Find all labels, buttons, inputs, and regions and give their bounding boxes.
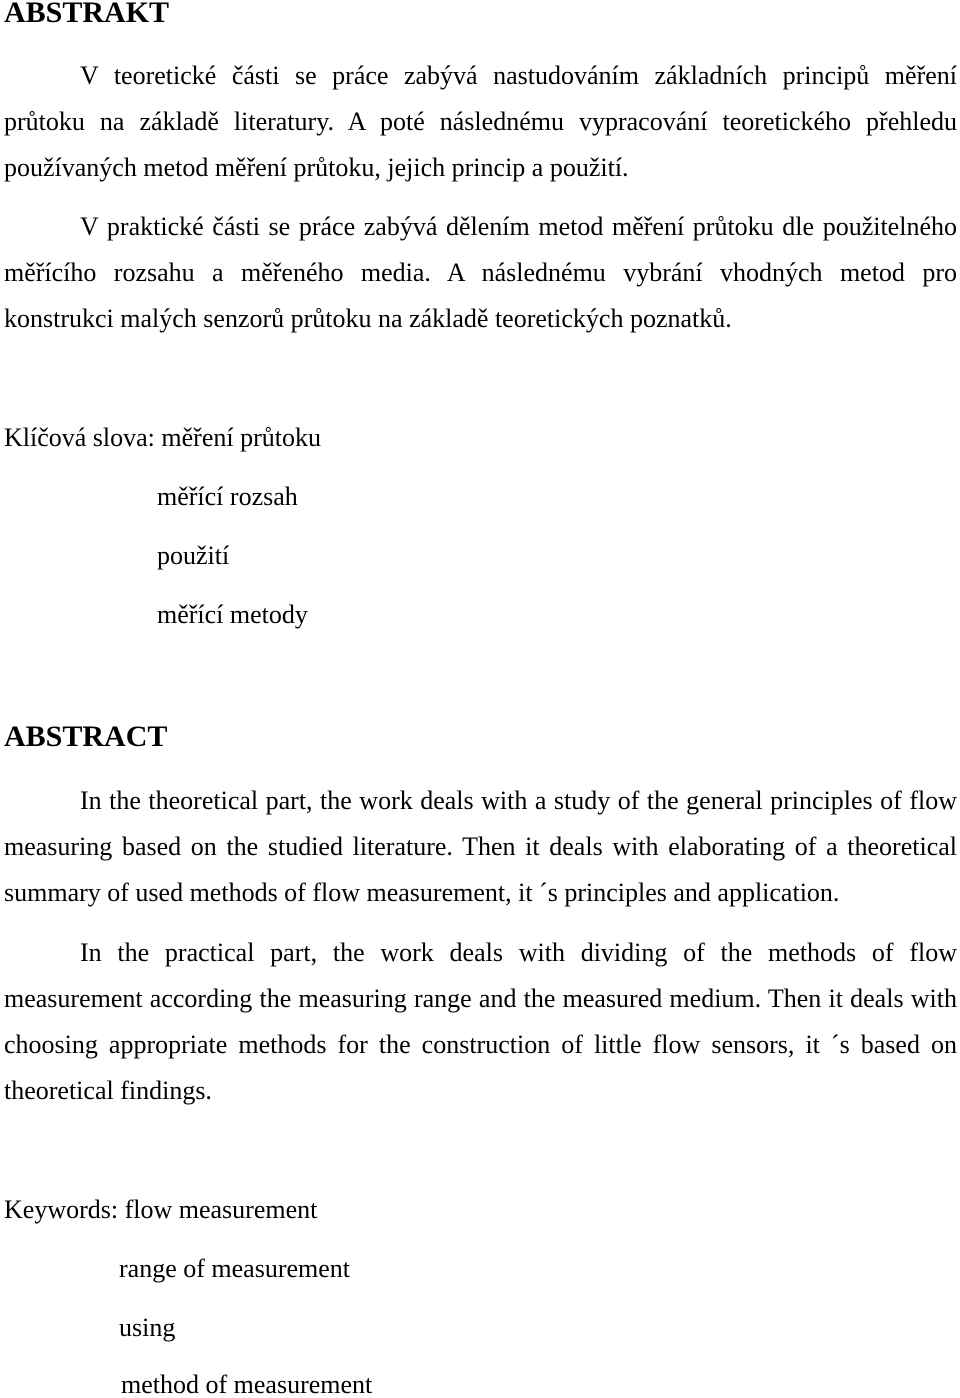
paragraph-line: measurement according the measuring range and the measured medium. Then it deals with (4, 984, 957, 1013)
paragraph-line: summary of used methods of flow measurement, it ´s principles and application. (4, 878, 840, 907)
paragraph-line: používaných metod měření průtoku, jejich princip a použití. (4, 153, 629, 182)
czech-keyword: použití (157, 541, 230, 570)
abstrakt-heading: ABSTRAKT (4, 0, 170, 29)
czech-keywords-label: Klíčová slova: (4, 423, 155, 452)
paragraph-line: In the theoretical part, the work deals with a study of the general principles of flow (80, 786, 957, 815)
czech-keywords-line (4, 425, 321, 451)
paragraph-line: V teoretické části se práce zabývá nastudováním základních principů měření (80, 61, 957, 90)
english-keyword: method of measurement (121, 1370, 373, 1398)
english-keywords-line (4, 1197, 317, 1223)
english-keyword: using (119, 1313, 176, 1342)
paragraph-line: theoretical findings. (4, 1076, 212, 1105)
czech-keyword: měřící metody (157, 600, 308, 629)
paragraph-line: měřícího rozsahu a měřeného media. A následnému vybrání vhodných metod pro (4, 258, 957, 287)
abstract-heading: ABSTRACT (4, 720, 168, 753)
english-keywords-label: Keywords: (4, 1195, 119, 1224)
english-keyword: range of measurement (119, 1254, 351, 1283)
paragraph-line: choosing appropriate methods for the construction of little flow sensors, it ´s based on (4, 1030, 957, 1059)
czech-abstract-paragraph-2 (4, 204, 957, 342)
czech-abstract-paragraph-1 (4, 53, 957, 191)
paragraph-line: measuring based on the studied literature. Then it deals with elaborating of a theoretical (4, 832, 957, 861)
paragraph-line: V praktické části se práce zabývá dělením metod měření průtoku dle použitelného (80, 212, 957, 241)
english-keyword: flow measurement (124, 1195, 318, 1224)
paragraph-line: In the practical part, the work deals with dividing of the methods of flow (80, 938, 957, 967)
czech-keyword: měřící rozsah (157, 482, 298, 511)
english-abstract-paragraph-1 (4, 778, 957, 916)
paragraph-line: konstrukci malých senzorů průtoku na základě teoretických poznatků. (4, 304, 732, 333)
english-abstract-paragraph-2 (4, 930, 957, 1114)
czech-keyword: měření průtoku (161, 423, 321, 452)
paragraph-line: průtoku na základě literatury. A poté následnému vypracování teoretického přehledu (4, 107, 957, 136)
